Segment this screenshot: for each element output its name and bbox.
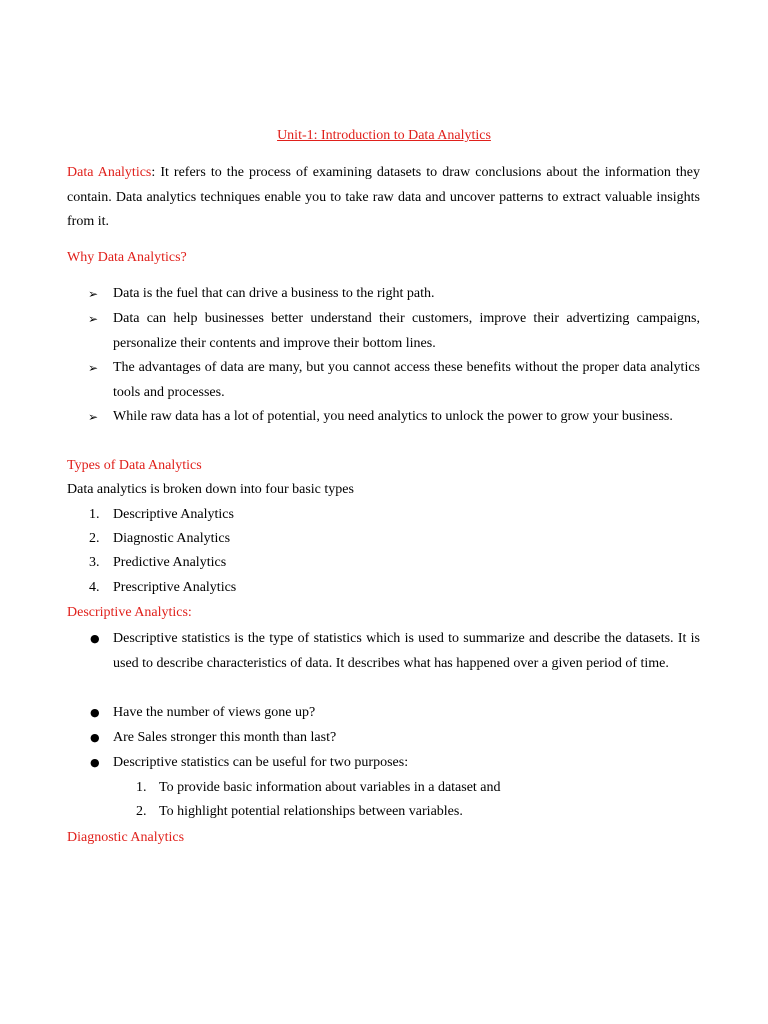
intro-term: Data Analytics	[67, 165, 152, 180]
why-list-item	[88, 282, 700, 307]
types-item-number: 4.	[89, 580, 100, 595]
round-bullet-icon: ●	[90, 756, 100, 769]
arrow-bullet-icon: ➢	[88, 410, 99, 424]
arrow-bullet-icon: ➢	[88, 361, 99, 375]
descriptive-heading-text: Descriptive Analytics	[67, 605, 188, 620]
arrow-bullet-icon: ➢	[88, 287, 99, 301]
descriptive-item-text: Descriptive statistics can be useful for two purposes:	[113, 755, 409, 770]
page-title: Unit-1: Introduction to Data Analytics	[277, 128, 491, 143]
purpose-label: To highlight potential relationships between variables.	[159, 804, 463, 819]
types-item-number: 2.	[89, 531, 100, 546]
descriptive-item-text: Descriptive statistics is the type of statistics which is used to summarize and describe the datasets. It is used to describe characteristics of data. It describes what has happened over a given period of time.	[113, 631, 700, 671]
purpose-number: 1.	[136, 780, 147, 795]
intro-paragraph	[67, 161, 700, 235]
purpose-number: 2.	[136, 804, 147, 819]
why-list-item	[88, 405, 700, 430]
purpose-label: To provide basic information about variables in a dataset and	[159, 780, 501, 795]
intro-text: : It refers to the process of examining datasets to draw conclusions about the information they contain. Data analytics techniques enable you to take raw data and uncover patterns to extract valuable insights from it.	[67, 165, 700, 229]
arrow-bullet-icon: ➢	[88, 312, 99, 326]
why-item-text: While raw data has a lot of potential, you need analytics to unlock the power to grow your business.	[113, 409, 673, 424]
round-bullet-icon: ●	[90, 706, 100, 719]
descriptive-list-item	[88, 751, 700, 776]
types-item-label: Descriptive Analytics	[113, 507, 234, 522]
types-item-label: Predictive Analytics	[113, 555, 227, 570]
types-lead: Data analytics is broken down into four basic types	[67, 482, 354, 497]
descriptive-item-text: Are Sales stronger this month than last?	[113, 730, 337, 745]
descriptive-list-item	[88, 726, 700, 751]
diagnostic-heading: Diagnostic Analytics	[67, 830, 185, 845]
types-heading: Types of Data Analytics	[67, 458, 202, 473]
types-item-label: Diagnostic Analytics	[113, 531, 231, 546]
why-list-item	[88, 356, 700, 405]
types-item-number: 3.	[89, 555, 100, 570]
descriptive-list-item	[88, 701, 700, 726]
descriptive-heading	[67, 603, 192, 623]
why-heading: Why Data Analytics?	[67, 250, 187, 265]
descriptive-heading-suffix: :	[187, 605, 192, 620]
round-bullet-icon: ●	[90, 632, 100, 645]
why-item-text: Data is the fuel that can drive a business to the right path.	[113, 286, 435, 301]
why-list-item	[88, 307, 700, 356]
types-item-number: 1.	[89, 507, 100, 522]
round-bullet-icon: ●	[90, 731, 100, 744]
descriptive-item-text: Have the number of views gone up?	[113, 705, 316, 720]
descriptive-list-item	[88, 627, 700, 676]
why-item-text: Data can help businesses better understand their customers, improve their advertizing campaigns, personalize their contents and improve their bottom lines.	[113, 311, 700, 351]
why-item-text: The advantages of data are many, but you cannot access these benefits without the proper data analytics tools and processes.	[113, 360, 700, 400]
types-item-label: Prescriptive Analytics	[113, 580, 237, 595]
